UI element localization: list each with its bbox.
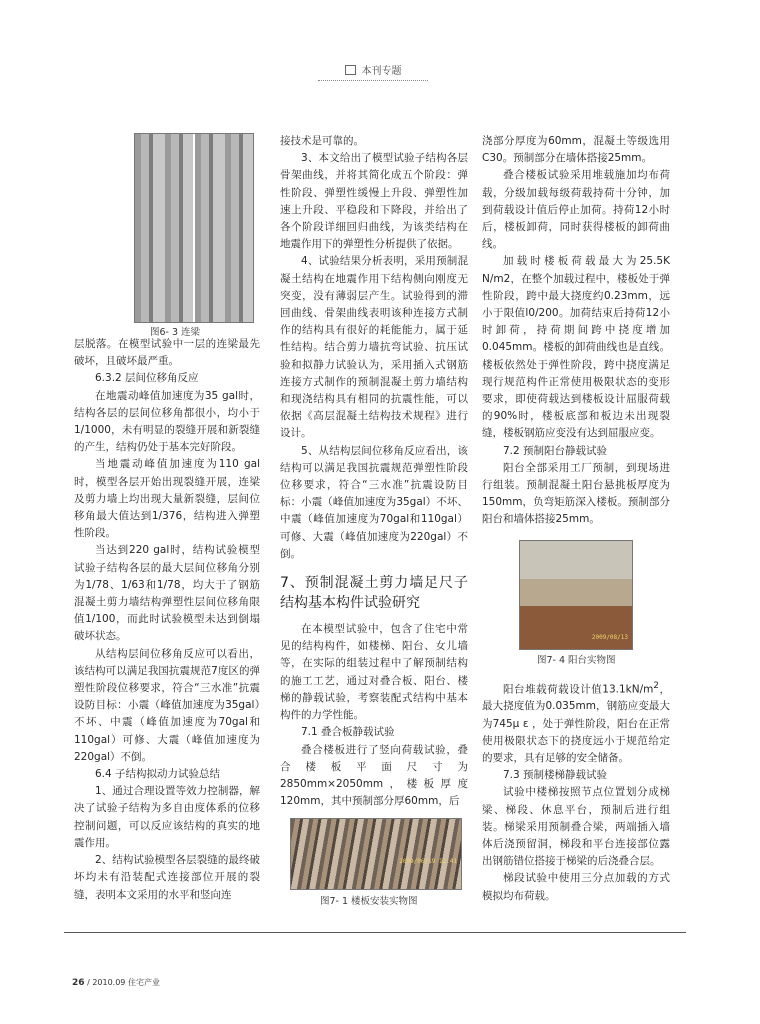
- paragraph: 从结构层间位移角反应可以看出，该结构可以满足我国抗震规范7度区的弹塑性阶段位移要求，符合“三水准”抗震设防目标：小震（峰值加速度为35gal）不坏、中震（峰值加速度为70gal和110gal）可修、大震（峰值加速度为220gal）不倒。: [74, 647, 260, 763]
- section-heading-7: 7、预制混凝土剪力墙足尺子结构基本构件试验研究: [280, 575, 468, 612]
- paragraph: 叠合楼板试验采用堆载施加均布荷载，分级加载每级荷载持荷十分钟，加到荷载设计值后停止加荷。持荷12小时后，楼板卸荷，同时获得楼板的卸荷曲线。: [482, 169, 670, 251]
- paragraph: 梯段试验中使用三分点加载的方式模拟均布荷载。: [482, 872, 670, 902]
- paragraph: [482, 678, 670, 768]
- subheading-6-4: 6.4 子结构拟动力试验总结: [95, 768, 221, 781]
- running-header: [318, 62, 428, 77]
- figure-7-1-caption: 图7- 1 楼板安装实物图: [320, 896, 418, 907]
- home-icon: [345, 65, 356, 75]
- page-number: 26: [72, 978, 85, 988]
- figure-7-4-photo: [519, 540, 633, 650]
- figure-7-1-photo: [290, 818, 462, 890]
- paragraph: 5、从结构层间位移角反应看出，该结构可以满足我国抗震规范弹塑性阶段位移要求，符合“三水准”抗震设防目标：小震（峰值加速度为35gal）不坏、中震（峰值加速度为70gal和110gal）可修、大震（峰值加速度为220gal）不倒。: [280, 444, 468, 560]
- paragraph: 浇部分厚度为60mm，混凝土等级选用C30。预制部分在墙体搭接25mm。: [482, 135, 670, 165]
- superscript: 2: [653, 680, 659, 691]
- subheading-7-1: 7.1 叠合板静载试验: [301, 726, 395, 739]
- journal-name: 住宅产业: [127, 978, 160, 987]
- paragraph: 1、通过合理设置等效力控制器，解决了试验子结构为多自由度体系的位移控制问题，可以反应该结构的真实的地震作用。: [74, 785, 260, 849]
- header-title: 本刊专题: [361, 66, 402, 77]
- column-middle: [280, 133, 468, 810]
- paragraph: 当地震动峰值加速度为110 gal时，模型各层开始出现裂缝开展，连梁及剪力墙上均出现大量新裂缝，层间位移角最大值达到1/376，结构进入弹塑性阶段。: [74, 458, 260, 540]
- paragraph: 在地震动峰值加速度为35 gal时，结构各层的层间位移角都很小，均小于1/1000，未有明显的裂缝开展和新裂缝的产生，结构仍处于基本完好阶段。: [74, 389, 260, 454]
- paragraph: 接技术是可靠的。: [280, 135, 364, 147]
- paragraph: 试验中楼梯按照节点位置划分成梯梁、梯段、休息平台，预制后进行组装。梯梁采用预制叠合梁，两端插入墙体后浇预留洞，梯段和平台连接部位露出钢筋错位搭接于梯梁的后浇叠合层。: [482, 786, 670, 868]
- figure-6-3-photo: [134, 133, 254, 323]
- header-divider: [318, 80, 428, 81]
- subheading-7-2: 7.2 预制阳台静载试验: [503, 444, 608, 457]
- paragraph: 阳台全部采用工厂预制，到现场进行组装。预制混凝土阳台悬挑板厚度为150mm，负弯矩筋深入楼板。预制部分阳台和墙体搭接25mm。: [482, 461, 670, 526]
- text-fragment: 阳台堆载荷载设计值13.1kN/m: [503, 683, 654, 696]
- column-left: [74, 336, 260, 904]
- photo-timestamp: 2009/08/13: [591, 634, 628, 641]
- figure-6-3-caption: 图6- 3 连梁: [150, 327, 201, 338]
- paragraph: 加载时楼板荷载最大为25.5K N/m2，在整个加载过程中，楼板处于弹性阶段，跨中最大挠度约0.23mm，远小于限值l0/200。加荷结束后持荷12小时卸荷，持荷期间跨中挠度增加0.045mm。楼板的卸荷曲线也是直线。楼板依然处于弹性阶段，跨中挠度满足现行规范构件正常使用极限状态的变形要求，即使荷载达到楼板设计屈服荷载的90%时，楼板底部和板边未出现裂缝，楼板钢筋应变没有达到屈服应变。: [482, 255, 670, 440]
- figure-7-4-caption: 图7- 4 阳台实物图: [537, 655, 616, 666]
- paragraph: 层脱落。在模型试验中一层的连梁最先破坏，且破坏最严重。: [74, 338, 260, 368]
- paragraph: 当达到220 gal时，结构试验模型试验子结构各层的最大层间位移角分别为1/78、1/63和1/78，均大于了钢筋混凝土剪力墙结构弹塑性层间位移角限值1/100，而此时试验模型未达到倒塌破坏状态。: [74, 544, 260, 643]
- paragraph: 2、结构试验模型各层裂缝的最终破坏均未有沿装配式连接部位开展的裂缝，表明本文采用的水平和竖向连: [74, 854, 260, 901]
- paragraph: 4、试验结果分析表明，采用预制混凝土结构在地震作用下结构侧向刚度无突变，没有薄弱层产生。试验得到的滞回曲线、骨架曲线表明该种连接方式制作的结构具有很好的耗能能力，属于延性结构。结合剪力墙抗弯试验、抗压试验和拟静力试验认为，采用插入式钢筋连接方式制作的预制混凝土剪力墙结构和现浇结构具有相同的抗震性能，可以依据《高层混凝土结构技术规程》进行设计。: [280, 255, 468, 440]
- column-right: [482, 133, 670, 905]
- photo-divider: [193, 134, 195, 322]
- subheading-7-3: 7.3 预制楼梯静载试验: [503, 769, 608, 782]
- photo-timestamp: 2009/06/19 12:41: [399, 858, 457, 865]
- text-fragment: ，最大挠度值为0.035mm，钢筋应变最大为745μ ε ，处于弹性阶段，阳台在正常使用极限状态下的挠度远小于规范给定的要求，具有足够的安全储备。: [482, 683, 670, 764]
- paragraph: 叠合楼板进行了竖向荷载试验，叠合楼板平面尺寸为2850mm×2050mm，楼板厚度120mm，其中预制部分厚60mm，后: [280, 743, 468, 808]
- footer-divider: [64, 932, 686, 933]
- subheading-6-3-2: 6.3.2 层间位移角反应: [95, 372, 199, 385]
- issue-date: / 2010.09: [87, 978, 126, 987]
- paragraph: 3、本文给出了模型试验子结构各层骨架曲线，并将其简化成五个阶段：弹性阶段、弹塑性缓慢上升段、弹塑性加速上升段、平稳段和下降段，并给出了各个阶段详细回归曲线，为该类结构在地震作用下的弹塑性分析提供了依据。: [280, 152, 468, 251]
- paragraph: 在本模型试验中，包含了住宅中常见的结构构件，如楼梯、阳台、女儿墙等，在实际的组装过程中了解预制结构的施工工艺，通过对叠合板、阳台、楼梯的静载试验，考察装配式结构中基本构件的力学性能。: [280, 623, 468, 722]
- page-footer: [72, 977, 160, 988]
